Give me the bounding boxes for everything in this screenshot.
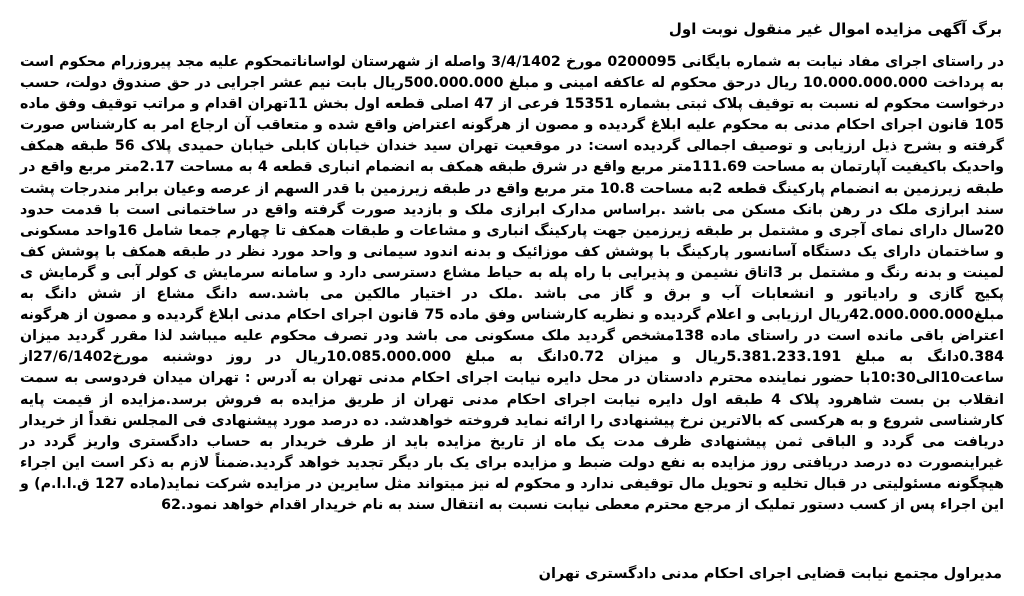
notice-signature: مدیراول مجتمع نیابت قضایی اجرای احکام مدنی دادگستری تهران [538, 566, 1002, 582]
notice-title: برگ آگهی مزایده اموال غیر منقول نوبت اول [668, 20, 1002, 38]
notice-body: در راستای اجرای مفاد نیابت به شماره بایگانی 0200095 مورخ 3/4/1402 واصله از شهرستان لواساناتمحکوم علیه مجد پیروزرام محکوم است به پرداخت 10.000.000.000 ریال درحق محکوم له عاکفه امینی و مبلغ 500.000.000ریال بابت نیم عشر اجرایی در حق صندوق دولت، حسب درخواست محکوم له نسبت به توقیف پلاک ثبتی بشماره 15351 فرعی از 47 اصلی قطعه اول بخش 11تهران اقدام و مراتب توقیف وفق ماده 105 قانون اجرای احکام مدنی به محکوم علیه ابلاغ گردیده و مصون از هرگونه اعتراض واقع شده و متعاقب آن ارجاع امر به کارشناس صورت گرفته و بشرح ذیل ارزیابی و توصیف اجمالی گردیده است: در موقعیت تهران سید خندان خیابان کابلی خیابان حمیدی پلاک 56 طبقه همکف واحدیک باکیفیت آپارتمان به مساحت 111.69متر مربع واقع در شرق طبقه همکف به انضمام انباری قطعه 4 به مساحت 2.17متر مربع واقع در طبقه زیرزمین به انضمام پارکینگ قطعه 2به مساحت 10.8 متر مربع واقع در طبقه زیرزمین با قدر السهم از عرصه وعیان برابر مندرجات پشت سند ابرازی ملک در رهن بانک مسکن می باشد .براساس مدارک ابرازی ملک و بازدید صورت گرفته واقع در ساختمانی است با قدمت حدود 20سال دارای نمای آجری و مشتمل بر طبقه زیرزمین جهت پارکینگ انباری و مشاعات و طبقات همکف تا چهارم جمعا شامل 16واحد مسکونی و ساختمان دارای یک دستگاه آسانسور پارکینگ با پوشش کف موزائیک و بدنه اندود سیمانی و واحد مورد نظر در طبقه همکف با پوشش کف لمینت و بدنه رنگ و مشتمل بر 3اتاق نشیمن و پذیرایی با راه پله به حیاط مشاع دسترسی دارد و سامانه سرمایش ی کولر آبی و گرمایش ی پکیج گازی و رادیاتور و انشعابات آب و برق و گاز می باشد .ملک در اختیار مالکین می باشد.سه دانگ مشاع از شش دانگ به مبلغ42.000.000.000ریال ارزیابی و اعلام گردیده و نظریه کارشناس وفق ماده 75 قانون اجرای احکام مدنی ابلاغ گردیده و مصون از هرگونه اعتراض باقی مانده است در راستای ماده 138مشخص گردید ملک مسکونی می باشد ودر تصرف محکوم علیه میباشد لذا مقرر گردید میزان 0.384دانگ به مبلغ 5.381.233.191ریال و میزان 0.72دانگ به مبلغ 10.085.000.000ریال در روز دوشنبه مورخ27/6/1402از ساعت10الی10:30با حضور نماینده محترم دادستان در محل دایره نیابت اجرای احکام مدنی تهران به آدرس : تهران میدان فردوسی به سمت انقلاب بن بست شاهرود پلاک 4 طبقه اول دایره نیابت اجرای احکام مدنی تهران از طریق مزایده به فروش برسد.مزایده از قیمت پایه کارشناسی شروع و به هرکسی که بالاترین نرخ پیشنهادی را ارائه نماید فروخته خواهدشد. ده درصد مورد پیشنهادی فی المجلس نقداً از خریدار دریافت می گردد و الباقی ثمن پیشنهادی ظرف مدت یک ماه از تاریخ مزایده باید از طرف خریدار به حساب دادگستری واریز گردد در غیراینصورت ده درصد دریافتی روز مزایده به نفع دولت ضبط و مزایده برای یک بار دیگر تجدید خواهد گردید.ضمناً لازم به ذکر است این اجراء هیچگونه مسئولیتی در قبال تخلیه و تحویل مال توقیفی ندارد و محکوم له نیز میتواند مثل سایرین در مزایده شرکت نماید(ماده 127 ق.ا.ا.م) و این اجراء پس از کسب دستور تملیک از مرجع محترم معطی نیابت نسبت به انتقال سند به نام خریدار اقدام خواهد نمود.62 [20, 54, 1005, 513]
